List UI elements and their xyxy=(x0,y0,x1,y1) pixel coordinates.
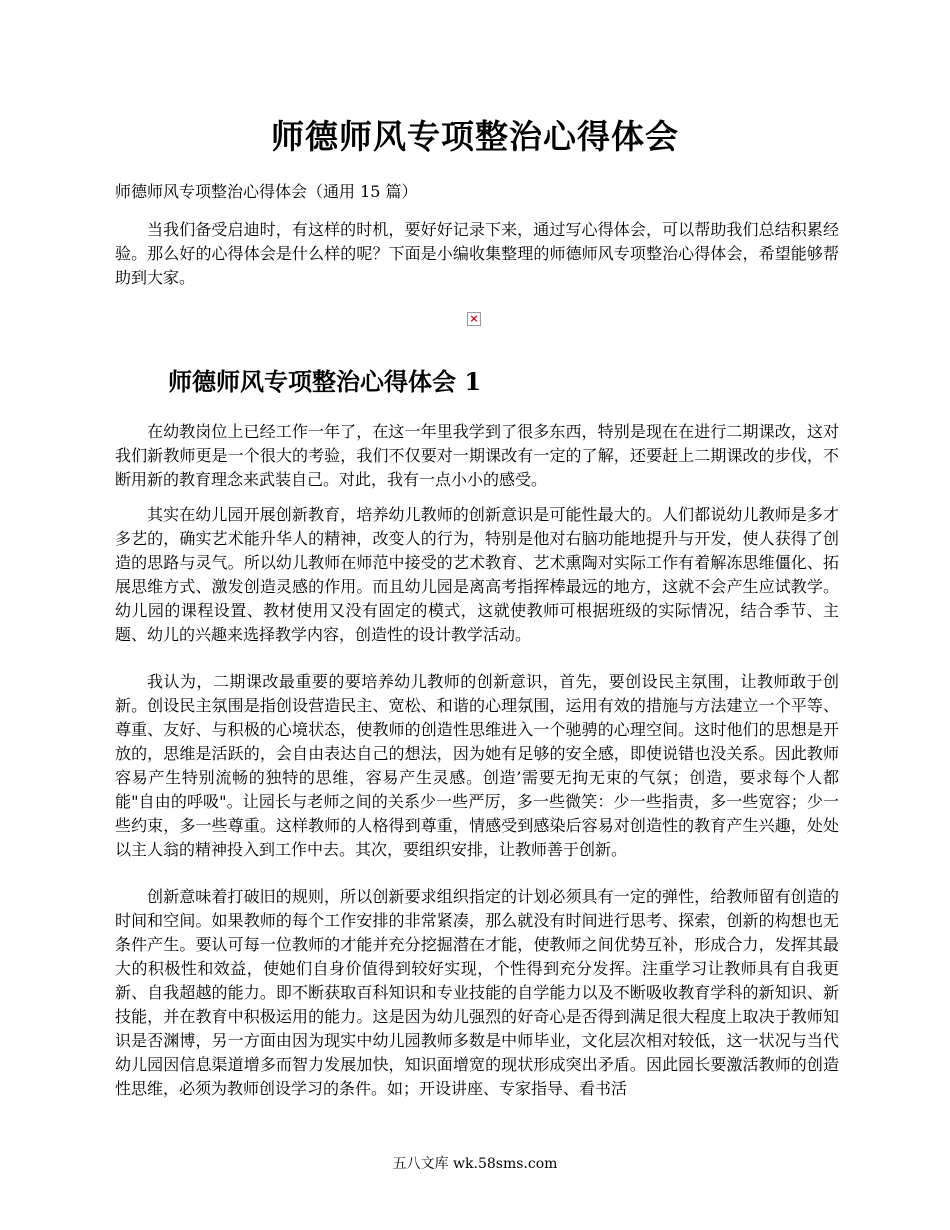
body-paragraph-3: 我认为，二期课改最重要的要培养幼儿教师的创新意识，首先，要创设民主氛围，让教师敢于创新。创设民主氛围是指创设营造民主、宽松、和谐的心理氛围，运用有效的措施与方法建立一个平等、尊重、友好、与积极的心境状态，使教师的创造性思维进入一个驰骋的心理空间。这时他们的思想是开放的，思维是活跃的，会自由表达自己的想法，因为她有足够的安全感，即使说错也没关系。因此教师容易产生特别流畅的独特的思维，容易产生灵感。创造’需要无拘无束的气氛；创造，要求每个人都能"自由的呼吸"。让园长与老师之间的关系少一些严厉，多一些微笑：少一些指责，多一些宽容；少一些约束，多一些尊重。这样教师的人格得到尊重，情感受到感染后容易对创造性的教育产生兴趣，处处以主人翁的精神投入到工作中去。其次，要组织安排，让教师善于创新。 xyxy=(115,672,839,859)
intro-paragraph: 当我们备受启迪时，有这样的时机，要好好记录下来，通过写心得体会，可以帮助我们总结积累经验。那么好的心得体会是什么样的呢？下面是小编收集整理的师德师风专项整治心得体会，希望能够帮助到大家。 xyxy=(115,220,839,287)
document-title: 师德师风专项整治心得体会 xyxy=(271,117,679,156)
broken-image-icon xyxy=(467,312,481,326)
body-paragraph-4: 创新意味着打破旧的规则，所以创新要求组织指定的计划必须具有一定的弹性，给教师留有创造的时间和空间。如果教师的每个工作安排的非常紧凑，那么就没有时间进行思考、探索，创新的构想也无条件产生。要认可每一位教师的才能并充分挖掘潜在才能，使教师之间优势互补，形成合力，发挥其最大的积极性和效益，使她们自身价值得到较好实现，个性得到充分发挥。注重学习让教师具有自我更新、自我超越的能力。即不断获取百科知识和专业技能的自学能力以及不断吸收教育学科的新知识、新技能，并在教育中积极运用的能力。这是因为幼儿强烈的好奇心是否得到满足很大程度上取决于教师知识是否渊博，另一方面由因为现实中幼儿园教师多数是中师毕业，文化层次相对较低，这一状况与当代幼儿园因信息渠道增多而智力发展加快，知识面增宽的现状形成突出矛盾。因此园长要激活教师的创造性思维，必须为教师创设学习的条件。如；开设讲座、专家指导、看书活 xyxy=(115,887,839,1098)
broken-image-x-mark: × xyxy=(469,312,479,325)
document-subtitle: 师德师风专项整治心得体会（通用 15 篇） xyxy=(115,182,418,201)
section-heading: 师德师风专项整治心得体会 1 xyxy=(168,367,482,396)
body-paragraph-2: 其实在幼儿园开展创新教育，培养幼儿教师的创新意识是可能性最大的。人们都说幼儿教师是多才多艺的，确实艺术能升华人的精神，改变人的行为，特别是他对右脑功能地提升与开发，使人获得了创造的思路与灵气。所以幼儿教师在师范中接受的艺术教育、艺术熏陶对实际工作有着解冻思维僵化、拓展思维方式、激发创造灵感的作用。而且幼儿园是离高考指挥棒最远的地方，这就不会产生应试教学。幼儿园的课程设置、教材使用又没有固定的模式，这就使教师可根据班级的实际情况，结合季节、主题、幼儿的兴趣来选择教学内容，创造性的设计教学活动。 xyxy=(115,505,839,644)
footer-watermark: 五八文库 wk.58sms.com xyxy=(392,1156,558,1172)
body-paragraph-1: 在幼教岗位上已经工作一年了，在这一年里我学到了很多东西，特别是现在在进行二期课改，这对我们新教师更是一个很大的考验，我们不仅要对一期课改有一定的了解，还要赶上二期课改的步伐，不断用新的教育理念来武装自己。对此，我有一点小小的感受。 xyxy=(115,422,839,489)
